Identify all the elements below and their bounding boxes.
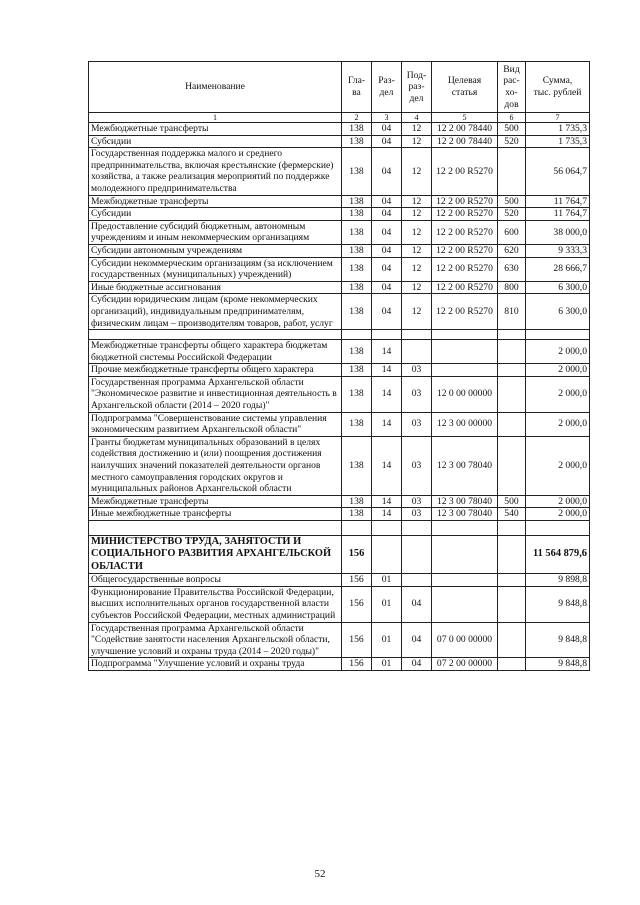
cell-article xyxy=(432,574,498,587)
cell-glava: 138 xyxy=(342,376,372,412)
cell-article: 12 2 00 R5270 xyxy=(432,281,498,294)
cell-razdel: 04 xyxy=(372,257,402,281)
cell-vid xyxy=(498,376,526,412)
table-row xyxy=(89,294,590,330)
cell-glava: 156 xyxy=(342,536,372,574)
spacer-row xyxy=(89,330,590,340)
cell-vid xyxy=(498,364,526,377)
cell-podrazdel: 12 xyxy=(402,257,432,281)
empty-cell xyxy=(89,330,342,340)
table-row xyxy=(89,195,590,208)
cell-podrazdel: 12 xyxy=(402,123,432,136)
cell-vid: 540 xyxy=(498,508,526,521)
cell-glava: 138 xyxy=(342,294,372,330)
cell-razdel: 01 xyxy=(372,586,402,622)
cell-podrazdel: 03 xyxy=(402,364,432,377)
cell-razdel: 14 xyxy=(372,495,402,508)
empty-cell xyxy=(89,521,342,536)
cell-vid: 500 xyxy=(498,123,526,136)
cell-name: Иные межбюджетные трансферты xyxy=(89,508,342,521)
cell-name: Межбюджетные трансферты общего характера бюджетам бюджетной системы Российской Федерации xyxy=(89,340,342,364)
cell-razdel: 14 xyxy=(372,412,402,436)
cell-vid xyxy=(498,658,526,671)
cell-glava: 156 xyxy=(342,658,372,671)
empty-cell xyxy=(498,330,526,340)
cell-razdel: 04 xyxy=(372,294,402,330)
table-row xyxy=(89,148,590,195)
cell-glava: 138 xyxy=(342,208,372,221)
cell-vid: 800 xyxy=(498,281,526,294)
cell-sum: 9 333,3 xyxy=(526,244,590,257)
cell-sum: 2 000,0 xyxy=(526,376,590,412)
cell-glava: 138 xyxy=(342,495,372,508)
cell-article: 07 2 00 00000 xyxy=(432,658,498,671)
cell-sum: 11 764,7 xyxy=(526,195,590,208)
cell-article: 12 3 00 78040 xyxy=(432,508,498,521)
col-number: 3 xyxy=(372,113,402,123)
cell-podrazdel: 04 xyxy=(402,586,432,622)
cell-article: 12 2 00 R5270 xyxy=(432,195,498,208)
cell-podrazdel: 12 xyxy=(402,195,432,208)
table-row xyxy=(89,574,590,587)
table-row xyxy=(89,244,590,257)
cell-razdel: 04 xyxy=(372,220,402,244)
cell-name: Подпрограмма "Улучшение условий и охраны труда xyxy=(89,658,342,671)
cell-vid xyxy=(498,340,526,364)
empty-cell xyxy=(402,521,432,536)
header-podrazdel: Под- раз- дел xyxy=(402,62,432,113)
cell-article: 07 0 00 00000 xyxy=(432,622,498,658)
table-body xyxy=(89,123,590,671)
cell-article: 12 2 00 R5270 xyxy=(432,220,498,244)
cell-article: 12 2 00 R5270 xyxy=(432,148,498,195)
cell-glava: 138 xyxy=(342,436,372,495)
table-row xyxy=(89,508,590,521)
cell-razdel: 04 xyxy=(372,135,402,148)
cell-article: 12 2 00 R5270 xyxy=(432,257,498,281)
cell-article: 12 2 00 78440 xyxy=(432,135,498,148)
cell-podrazdel: 12 xyxy=(402,148,432,195)
cell-sum: 11 564 879,6 xyxy=(526,536,590,574)
cell-podrazdel: 03 xyxy=(402,436,432,495)
table-row xyxy=(89,281,590,294)
spacer-row xyxy=(89,521,590,536)
cell-vid: 500 xyxy=(498,195,526,208)
empty-cell xyxy=(372,521,402,536)
cell-name: Межбюджетные трансферты xyxy=(89,195,342,208)
cell-name: Государственная программа Архангельской области "Экономическое развитие и инвестиционная деятельность в Архангельской области (2014 – 2020 годы)" xyxy=(89,376,342,412)
cell-article: 12 2 00 R5270 xyxy=(432,244,498,257)
empty-cell xyxy=(342,330,372,340)
cell-razdel: 04 xyxy=(372,208,402,221)
page-number: 52 xyxy=(314,868,326,880)
table-row xyxy=(89,586,590,622)
empty-cell xyxy=(498,521,526,536)
col-number: 2 xyxy=(342,113,372,123)
cell-article: 12 2 00 R5270 xyxy=(432,208,498,221)
empty-cell xyxy=(432,521,498,536)
cell-podrazdel: 12 xyxy=(402,281,432,294)
cell-vid: 630 xyxy=(498,257,526,281)
table-row xyxy=(89,495,590,508)
cell-glava: 138 xyxy=(342,123,372,136)
table-row xyxy=(89,436,590,495)
cell-name: Субсидии юридическим лицам (кроме некоммерческих организаций), индивидуальным предпринимателям, физическим лицам – производителям товаров, работ, услуг xyxy=(89,294,342,330)
cell-sum: 28 666,7 xyxy=(526,257,590,281)
cell-name: Общегосударственные вопросы xyxy=(89,574,342,587)
cell-name: МИНИСТЕРСТВО ТРУДА, ЗАНЯТОСТИ И СОЦИАЛЬНОГО РАЗВИТИЯ АРХАНГЕЛЬСКОЙ ОБЛАСТИ xyxy=(89,536,342,574)
table-row xyxy=(89,658,590,671)
cell-podrazdel: 12 xyxy=(402,220,432,244)
cell-podrazdel: 12 xyxy=(402,135,432,148)
cell-sum: 2 000,0 xyxy=(526,340,590,364)
table-row xyxy=(89,536,590,574)
cell-article: 12 2 00 R5270 xyxy=(432,294,498,330)
table-row xyxy=(89,340,590,364)
cell-name: Субсидии xyxy=(89,135,342,148)
cell-vid xyxy=(498,586,526,622)
cell-razdel: 01 xyxy=(372,574,402,587)
cell-podrazdel: 12 xyxy=(402,294,432,330)
cell-name: Предоставление субсидий бюджетным, автономным учреждениям и иным некоммерческим организациям xyxy=(89,220,342,244)
cell-razdel: 14 xyxy=(372,508,402,521)
cell-name: Иные бюджетные ассигнования xyxy=(89,281,342,294)
cell-vid: 810 xyxy=(498,294,526,330)
header-vid: Вид рас- хо- дов xyxy=(498,62,526,113)
cell-glava: 138 xyxy=(342,148,372,195)
cell-sum: 1 735,3 xyxy=(526,123,590,136)
cell-article: 12 0 00 00000 xyxy=(432,376,498,412)
empty-cell xyxy=(372,330,402,340)
empty-cell xyxy=(402,330,432,340)
cell-sum: 1 735,3 xyxy=(526,135,590,148)
cell-article: 12 3 00 78040 xyxy=(432,436,498,495)
cell-razdel xyxy=(372,536,402,574)
cell-sum: 2 000,0 xyxy=(526,364,590,377)
cell-podrazdel: 03 xyxy=(402,495,432,508)
cell-sum: 2 000,0 xyxy=(526,508,590,521)
cell-name: Функционирование Правительства Российской Федерации, высших исполнительных органов государственной власти субъектов Российской Федерации, местных администраций xyxy=(89,586,342,622)
column-number-row xyxy=(89,113,590,123)
cell-sum: 2 000,0 xyxy=(526,412,590,436)
cell-article: 12 3 00 78040 xyxy=(432,495,498,508)
cell-glava: 138 xyxy=(342,508,372,521)
cell-vid xyxy=(498,536,526,574)
cell-razdel: 01 xyxy=(372,622,402,658)
cell-podrazdel: 03 xyxy=(402,508,432,521)
cell-razdel: 14 xyxy=(372,340,402,364)
cell-article: 12 2 00 78440 xyxy=(432,123,498,136)
header-article: Целевая статья xyxy=(432,62,498,113)
table-row xyxy=(89,376,590,412)
table-row xyxy=(89,622,590,658)
cell-glava: 156 xyxy=(342,586,372,622)
cell-vid xyxy=(498,622,526,658)
cell-name: Прочие межбюджетные трансферты общего характера xyxy=(89,364,342,377)
cell-podrazdel: 12 xyxy=(402,244,432,257)
cell-vid: 500 xyxy=(498,495,526,508)
table-row xyxy=(89,412,590,436)
cell-glava: 138 xyxy=(342,220,372,244)
cell-glava: 156 xyxy=(342,574,372,587)
empty-cell xyxy=(342,521,372,536)
header-razdel: Раз- дел xyxy=(372,62,402,113)
cell-razdel: 14 xyxy=(372,364,402,377)
cell-glava: 138 xyxy=(342,412,372,436)
cell-name: Субсидии некоммерческим организациям (за исключением государственных (муниципальных) учреждений) xyxy=(89,257,342,281)
cell-vid xyxy=(498,574,526,587)
cell-vid xyxy=(498,436,526,495)
cell-glava: 138 xyxy=(342,195,372,208)
cell-glava: 138 xyxy=(342,281,372,294)
budget-table xyxy=(88,61,590,671)
cell-razdel: 04 xyxy=(372,195,402,208)
table-row xyxy=(89,123,590,136)
empty-cell xyxy=(526,521,590,536)
col-number: 4 xyxy=(402,113,432,123)
table-row xyxy=(89,208,590,221)
cell-name: Государственная программа Архангельской области "Содействие занятости населения Архангельской области, улучшение условий и охраны труда (2014 – 2020 годы)" xyxy=(89,622,342,658)
cell-razdel: 14 xyxy=(372,436,402,495)
cell-article: 12 3 00 00000 xyxy=(432,412,498,436)
cell-podrazdel: 04 xyxy=(402,622,432,658)
cell-sum: 38 000,0 xyxy=(526,220,590,244)
col-number: 7 xyxy=(526,113,590,123)
cell-sum: 9 898,8 xyxy=(526,574,590,587)
cell-sum: 56 064,7 xyxy=(526,148,590,195)
table-row xyxy=(89,220,590,244)
header-row xyxy=(89,62,590,113)
table-row xyxy=(89,364,590,377)
cell-vid xyxy=(498,148,526,195)
cell-name: Субсидии xyxy=(89,208,342,221)
cell-podrazdel: 04 xyxy=(402,658,432,671)
cell-name: Государственная поддержка малого и среднего предпринимательства, включая крестьянские (фермерские) хозяйства, а также реализация мероприятий по поддержке молодежного предпринимательства xyxy=(89,148,342,195)
cell-razdel: 04 xyxy=(372,281,402,294)
cell-sum: 2 000,0 xyxy=(526,495,590,508)
cell-podrazdel xyxy=(402,340,432,364)
cell-glava: 138 xyxy=(342,257,372,281)
cell-sum: 9 848,8 xyxy=(526,622,590,658)
header-name: Наименование xyxy=(89,62,342,113)
cell-sum: 6 300,0 xyxy=(526,294,590,330)
col-number: 6 xyxy=(498,113,526,123)
col-number: 5 xyxy=(432,113,498,123)
cell-article xyxy=(432,536,498,574)
cell-name: Межбюджетные трансферты xyxy=(89,495,342,508)
header-glava: Гла- ва xyxy=(342,62,372,113)
cell-podrazdel: 03 xyxy=(402,376,432,412)
cell-sum: 2 000,0 xyxy=(526,436,590,495)
cell-sum: 9 848,8 xyxy=(526,658,590,671)
cell-article xyxy=(432,586,498,622)
table-row xyxy=(89,135,590,148)
table-row xyxy=(89,257,590,281)
cell-vid: 620 xyxy=(498,244,526,257)
cell-name: Подпрограмма "Совершенствование системы управления экономическим развитием Архангельской области" xyxy=(89,412,342,436)
cell-glava: 138 xyxy=(342,135,372,148)
cell-glava: 138 xyxy=(342,364,372,377)
cell-vid: 520 xyxy=(498,135,526,148)
cell-name: Гранты бюджетам муниципальных образований в целях содействия достижению и (или) поощрения достижения наилучших значений показателей деятельности органов местного самоуправления городских округов и муниципальных районов Архангельской области xyxy=(89,436,342,495)
cell-podrazdel xyxy=(402,536,432,574)
cell-podrazdel xyxy=(402,574,432,587)
cell-article xyxy=(432,364,498,377)
empty-cell xyxy=(432,330,498,340)
cell-sum: 9 848,8 xyxy=(526,586,590,622)
cell-vid xyxy=(498,412,526,436)
cell-sum: 11 764,7 xyxy=(526,208,590,221)
cell-podrazdel: 12 xyxy=(402,208,432,221)
cell-vid: 600 xyxy=(498,220,526,244)
cell-razdel: 04 xyxy=(372,148,402,195)
header-sum: Сумма, тыс. рублей xyxy=(526,62,590,113)
cell-glava: 138 xyxy=(342,340,372,364)
cell-glava: 138 xyxy=(342,244,372,257)
cell-name: Субсидии автономным учреждениям xyxy=(89,244,342,257)
cell-razdel: 04 xyxy=(372,123,402,136)
cell-vid: 520 xyxy=(498,208,526,221)
cell-name: Межбюджетные трансферты xyxy=(89,123,342,136)
cell-razdel: 04 xyxy=(372,244,402,257)
cell-article xyxy=(432,340,498,364)
cell-glava: 156 xyxy=(342,622,372,658)
cell-sum: 6 300,0 xyxy=(526,281,590,294)
cell-podrazdel: 03 xyxy=(402,412,432,436)
cell-razdel: 14 xyxy=(372,376,402,412)
cell-razdel: 01 xyxy=(372,658,402,671)
empty-cell xyxy=(526,330,590,340)
col-number: 1 xyxy=(89,113,342,123)
